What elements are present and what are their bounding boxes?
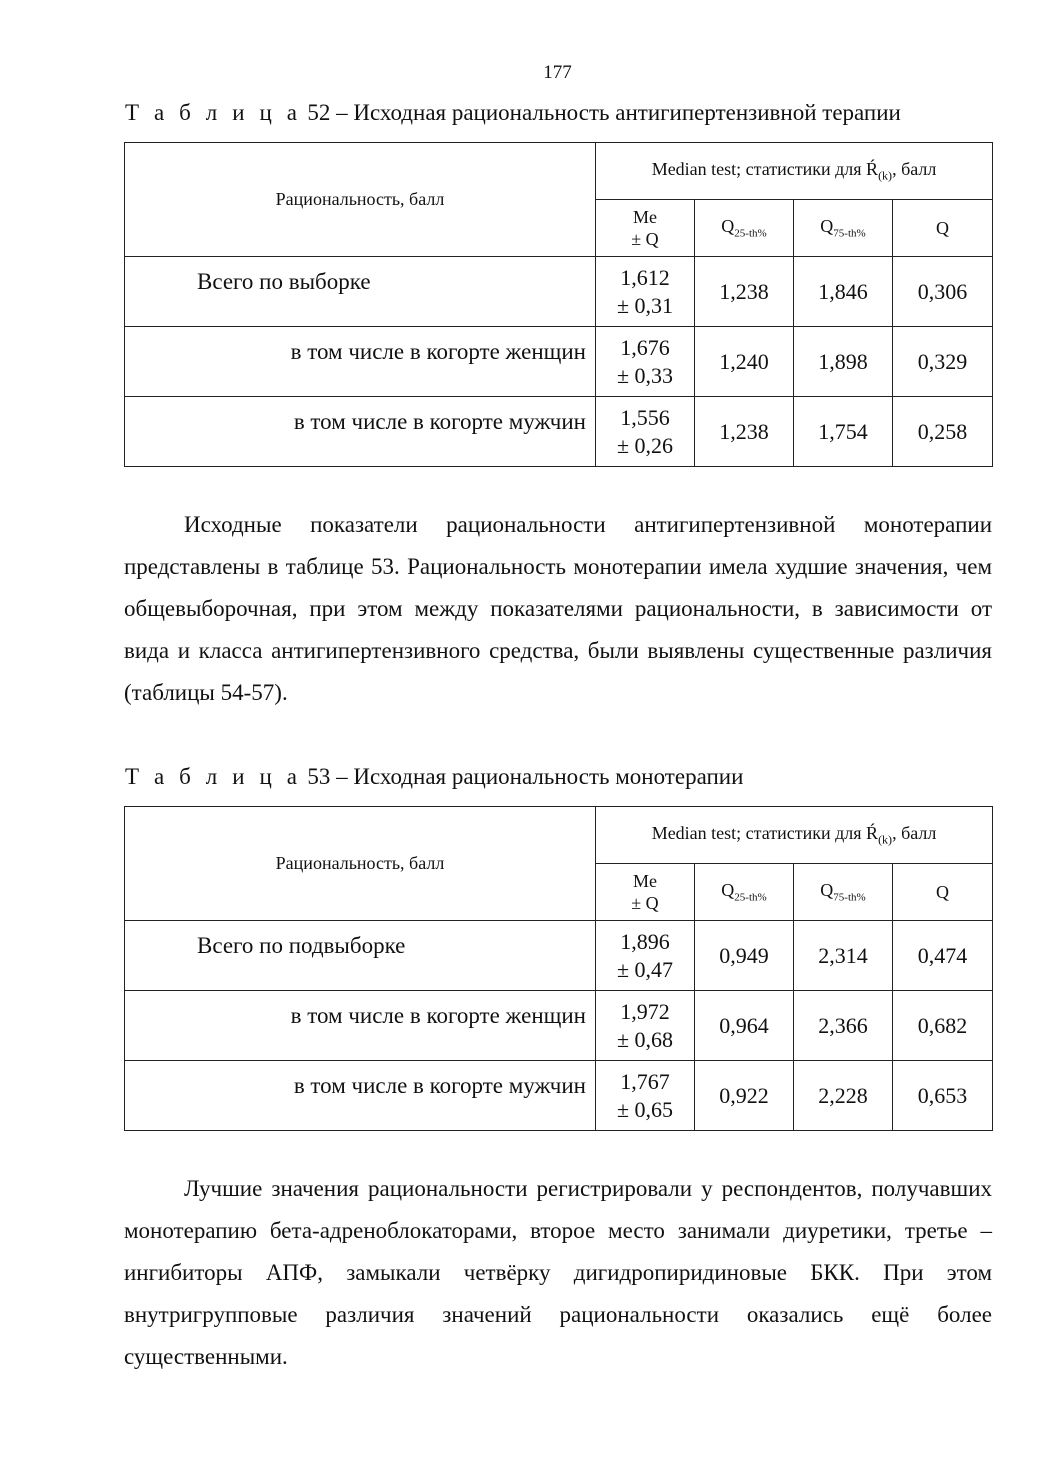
group-header-sub: (k)	[878, 168, 893, 183]
table-53	[124, 806, 993, 1131]
row-header: Рациональность, балл	[125, 807, 596, 921]
group-header-text: Median test; статистики для Ŕ	[651, 158, 879, 179]
cell-q: 0,258	[893, 397, 993, 467]
col-q75-label: Q	[820, 880, 834, 901]
me-value: 1,556	[620, 404, 670, 430]
pm-value: ± 0,26	[616, 432, 674, 458]
paragraph-2	[124, 1168, 992, 1378]
cell-q: 0,329	[893, 327, 993, 397]
cell-q25: 0,922	[695, 1061, 794, 1131]
cell-q: 0,474	[893, 921, 993, 991]
col-q75-sub: 75-th%	[833, 227, 866, 240]
page-number: 177	[543, 62, 572, 83]
col-q25-sub: 25-th%	[734, 891, 767, 904]
pm-value: ± 0,47	[616, 956, 674, 982]
cell-me	[596, 327, 695, 397]
cell-me	[596, 921, 695, 991]
table-53-caption-title: 53 – Исходная рациональность монотерапии	[301, 764, 744, 789]
col-q25-label: Q	[721, 216, 735, 237]
me-value: 1,676	[620, 334, 670, 360]
col-q75-sub: 75-th%	[833, 891, 866, 904]
pm-value: ± 0,65	[616, 1096, 674, 1122]
row-label: в том числе в когорте мужчин	[125, 1061, 596, 1131]
col-me-header	[596, 200, 695, 257]
col-q75-label: Q	[820, 216, 834, 237]
me-value: 1,896	[620, 928, 670, 954]
table-row	[125, 327, 993, 397]
table-53-caption-prefix: Т а б л и ц а	[125, 764, 302, 789]
table-52-caption-title: 52 – Исходная рациональность антигипертензивной терапии	[301, 100, 901, 125]
cell-me	[596, 991, 695, 1061]
cell-q75: 1,898	[794, 327, 893, 397]
cell-me	[596, 257, 695, 327]
me-value: 1,972	[620, 998, 670, 1024]
group-header-text: Median test; статистики для Ŕ	[651, 822, 879, 843]
me-value: 1,767	[620, 1068, 670, 1094]
row-label: Всего по выборке	[125, 257, 596, 327]
me-value: 1,612	[620, 264, 670, 290]
table-row	[125, 397, 993, 467]
row-label: Всего по подвыборке	[125, 921, 596, 991]
table-52	[124, 142, 993, 467]
cell-q75: 2,314	[794, 921, 893, 991]
row-label: в том числе в когорте женщин	[125, 327, 596, 397]
group-header	[596, 143, 993, 200]
col-q-header: Q	[893, 864, 993, 921]
cell-q: 0,682	[893, 991, 993, 1061]
paragraph-1	[124, 504, 992, 714]
row-label: в том числе в когорте мужчин	[125, 397, 596, 467]
table-53-caption	[125, 764, 743, 790]
row-label: в том числе в когорте женщин	[125, 991, 596, 1061]
cell-q: 0,653	[893, 1061, 993, 1131]
col-q75-header	[794, 200, 893, 257]
table-row	[125, 257, 993, 327]
cell-q25: 0,949	[695, 921, 794, 991]
cell-q75: 2,228	[794, 1061, 893, 1131]
table-52-caption	[125, 100, 901, 126]
col-me-label: Me	[633, 207, 657, 227]
col-q25-label: Q	[721, 880, 735, 901]
paragraph-2-text: Лучшие значения рациональности регистрировали у респондентов, получавших монотерапию бета-адреноблокаторами, второе место занимали диуретики, третье – ингибиторы АПФ, замыкали четвёрку дигидропиридиновые БКК. При этом внутригрупповые различия значений рациональности оказались ещё более существенными.	[124, 1176, 992, 1369]
group-header-unit: , балл	[892, 158, 937, 179]
cell-me	[596, 1061, 695, 1131]
cell-q75: 1,846	[794, 257, 893, 327]
pm-value: ± 0,33	[616, 362, 674, 388]
col-q-header: Q	[893, 200, 993, 257]
table-row	[125, 991, 993, 1061]
pm-value: ± 0,68	[616, 1026, 674, 1052]
col-q25-sub: 25-th%	[734, 227, 767, 240]
cell-q: 0,306	[893, 257, 993, 327]
table-52-caption-prefix: Т а б л и ц а	[125, 100, 302, 125]
row-header: Рациональность, балл	[125, 143, 596, 257]
paragraph-1-text: Исходные показатели рациональности антигипертензивной монотерапии представлены в таблице 53. Рациональность монотерапии имела худшие значения, чем общевыборочная, при этом между показателями рациональности, в зависимости от вида и класса антигипертензивного средства, были выявлены существенные различия (таблицы 54-57).	[124, 512, 992, 705]
cell-q25: 1,238	[695, 257, 794, 327]
cell-q25: 1,240	[695, 327, 794, 397]
table-row	[125, 921, 993, 991]
group-header-unit: , балл	[892, 822, 937, 843]
group-header	[596, 807, 993, 864]
group-header-sub: (k)	[878, 832, 893, 847]
pm-value: ± 0,31	[616, 292, 674, 318]
cell-q75: 1,754	[794, 397, 893, 467]
col-q25-header	[695, 200, 794, 257]
table-row	[125, 1061, 993, 1131]
col-pm-label: ± Q	[631, 229, 659, 249]
col-pm-label: ± Q	[631, 893, 659, 913]
cell-q75: 2,366	[794, 991, 893, 1061]
col-q75-header	[794, 864, 893, 921]
cell-me	[596, 397, 695, 467]
col-me-header	[596, 864, 695, 921]
col-me-label: Me	[633, 871, 657, 891]
col-q25-header	[695, 864, 794, 921]
cell-q25: 0,964	[695, 991, 794, 1061]
cell-q25: 1,238	[695, 397, 794, 467]
